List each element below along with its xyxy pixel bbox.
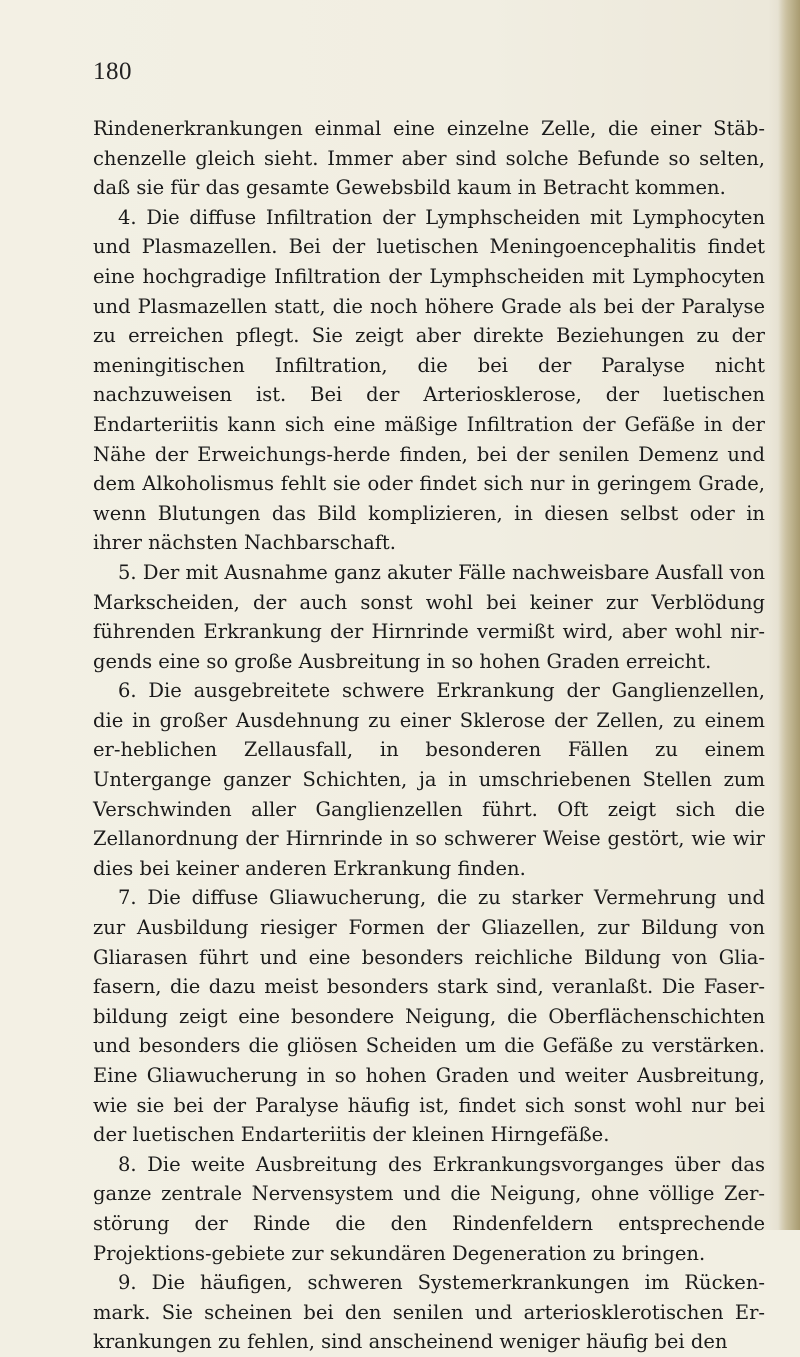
paragraph-item-6: 6. Die ausgebreitete schwere Erkrankung der Ganglienzellen, die in großer Ausdehnung zu einer Sklerose der Zellen, zu einem er-heblichen Zellausfall, in besonderen Fällen zu einem Untergange ganzer Schichten, ja in umschriebenen Stellen zum Verschwinden aller Ganglienzellen führt. Oft zeigt sich die Zellanordnung der Hirnrinde in so schwerer Weise gestört, wie wir dies bei keiner anderen Erkrankung finden.	[93, 679, 765, 880]
body-text	[93, 114, 765, 1357]
page-edge-shadow	[778, 0, 800, 1230]
page-number: 180	[93, 58, 132, 85]
paragraph-continuation: Rindenerkrankungen einmal eine einzelne Zelle, die einer Stäb-chenzelle gleich sieht. Immer aber sind solche Befunde so selten, daß sie für das gesamte Gewebsbild kaum in Betracht kommen.	[93, 117, 765, 200]
paragraph-item-4: 4. Die diffuse Infiltration der Lymphscheiden mit Lymphocyten und Plasmazellen. Bei der luetischen Meningoencephalitis findet eine hochgradige Infiltration der Lymphscheiden mit Lymphocyten und Plasmazellen statt, die noch höhere Grade als bei der Paralyse zu erreichen pflegt. Sie zeigt aber direkte Beziehungen zu der meningitischen Infiltration, die bei der Paralyse nicht nachzuweisen ist. Bei der Arteriosklerose, der luetischen Endarteriitis kann sich eine mäßige Infiltration der Gefäße in der Nähe der Erweichungs-herde finden, bei der senilen Demenz und dem Alkoholismus fehlt sie oder findet sich nur in geringem Grade, wenn Blutungen das Bild komplizieren, in diesen selbst oder in ihrer nächsten Nachbarschaft.	[93, 205, 765, 555]
paragraph-item-8: 8. Die weite Ausbreitung des Erkrankungsvorganges über das ganze zentrale Nervensystem und die Neigung, ohne völlige Zer-störung der Rinde die den Rindenfeldern entsprechende Projektions-gebiete zur sekundären Degeneration zu bringen.	[93, 1152, 765, 1265]
paragraph-item-9: 9. Die häufigen, schweren Systemerkrankungen im Rücken-mark. Sie scheinen bei den senilen und arteriosklerotischen Er-krankungen zu fehlen, sind anscheinend weniger häufig bei den	[93, 1271, 765, 1354]
paragraph-item-7: 7. Die diffuse Gliawucherung, die zu starker Vermehrung und zur Ausbildung riesiger Formen der Gliazellen, zur Bildung von Gliarasen führt und eine besonders reichliche Bildung von Glia-fasern, die dazu meist besonders stark sind, veranlaßt. Die Faser-bildung zeigt eine besondere Neigung, die Oberflächenschichten und besonders die gliösen Scheiden um die Gefäße zu verstärken. Eine Gliawucherung in so hohen Graden und weiter Ausbreitung, wie sie bei der Paralyse häufig ist, findet sich sonst wohl nur bei der luetischen Endarteriitis der kleinen Hirngefäße.	[93, 886, 765, 1147]
paragraph-item-5: 5. Der mit Ausnahme ganz akuter Fälle nachweisbare Ausfall von Markscheiden, der auch sonst wohl bei keiner zur Verblödung führenden Erkrankung der Hirnrinde vermißt wird, aber wohl nir-gends eine so große Ausbreitung in so hohen Graden erreicht.	[93, 560, 765, 673]
